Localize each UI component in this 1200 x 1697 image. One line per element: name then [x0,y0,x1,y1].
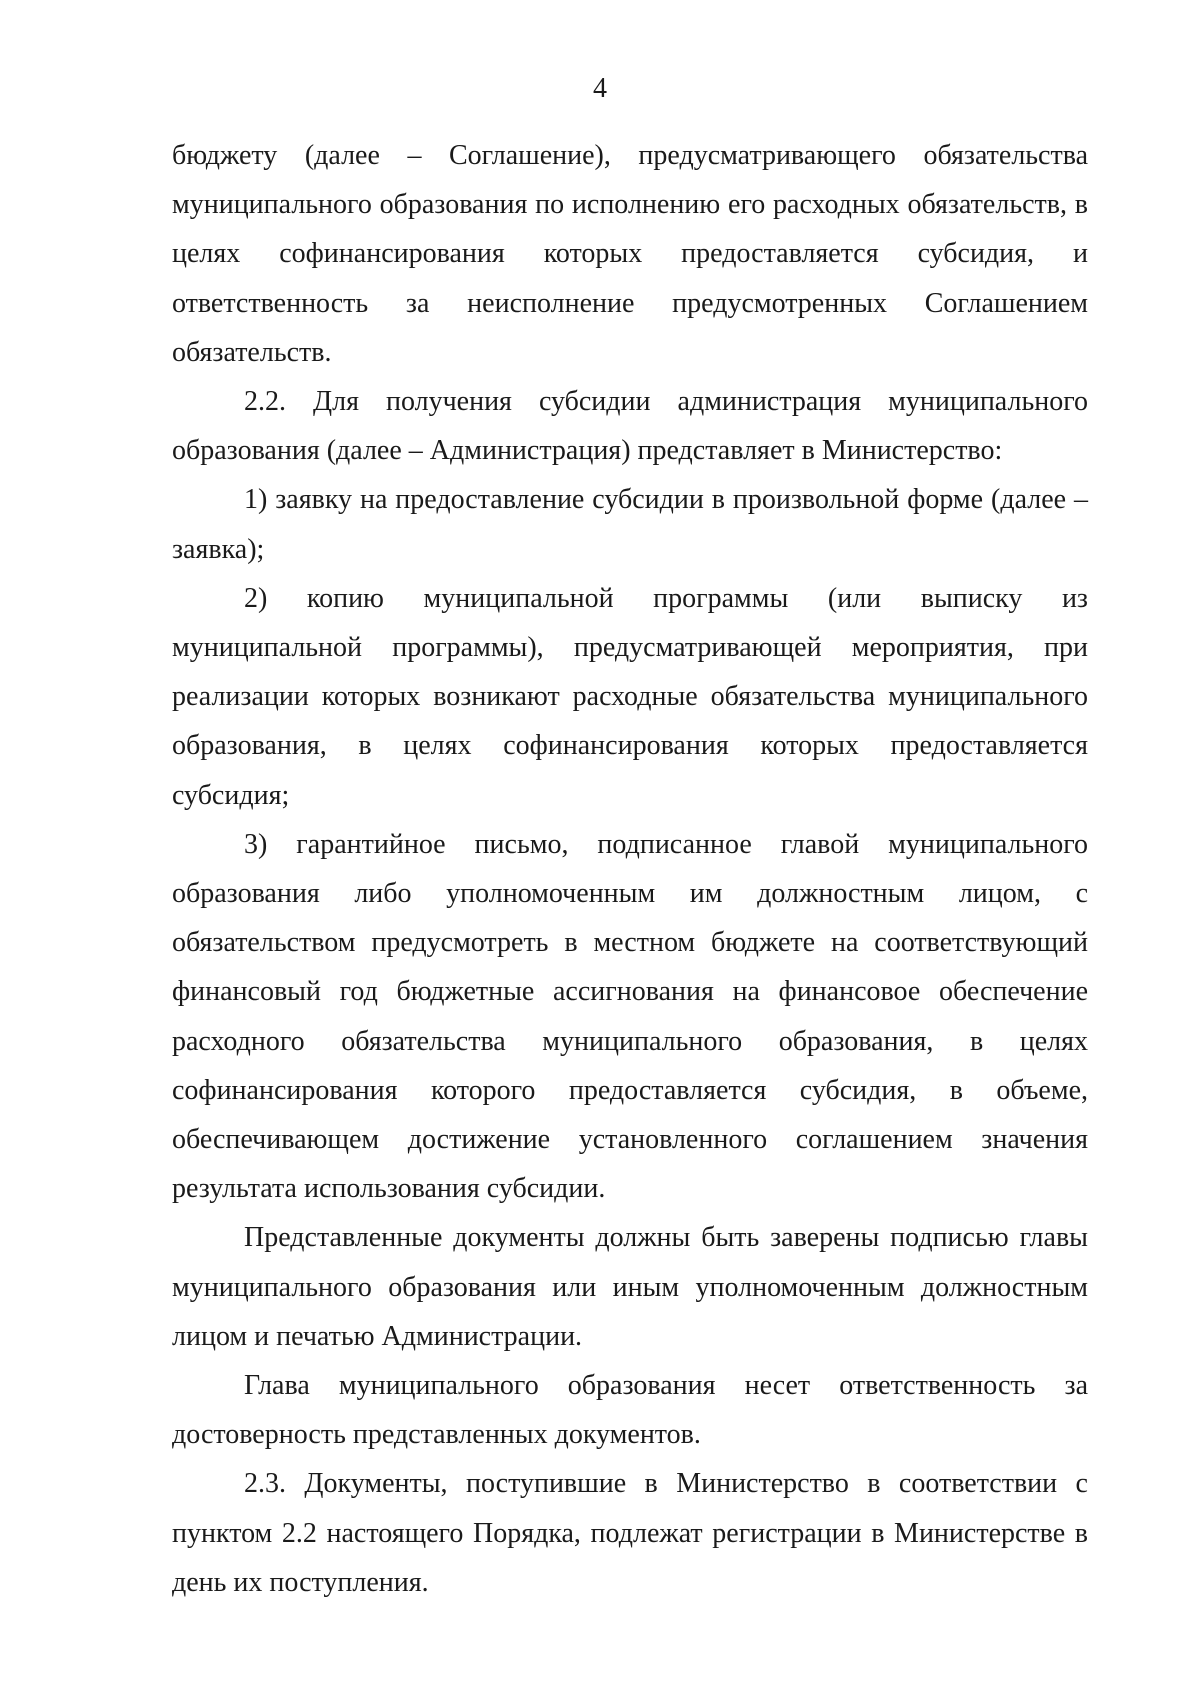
paragraph-2-2: 2.2. Для получения субсидии администрация муниципального образования (далее – Администрация) представляет в Министерство: [172,386,1088,467]
paragraph-certification: Представленные документы должны быть заверены подписью главы муниципального образования или иным уполномоченным должностным лицом и печатью Администрации. [172,1222,1088,1352]
paragraph-item-1: 1) заявку на предоставление субсидии в произвольной форме (далее – заявка); [172,484,1088,565]
paragraph-responsibility: Глава муниципального образования несет ответственность за достоверность представленных документов. [172,1370,1088,1451]
paragraph-item-2: 2) копию муниципальной программы (или выписку из муниципальной программы), предусматривающей мероприятия, при реализации которых возникают расходные обязательства муниципального образования, в целях софинансирования которых предоставляется субсидия; [172,582,1088,811]
paragraph-item-3: 3) гарантийное письмо, подписанное главой муниципального образования либо уполномоченным им должностным лицом, с обязательством предусмотреть в местном бюджете на соответствующий финансовый год бюджетные ассигнования на финансовое обеспечение расходного обязательства муниципального образования, в целях софинансирования которого предоставляется субсидия, в объеме, обеспечивающем достижение установленного соглашением значения результата использования субсидии. [172,828,1088,1205]
document-body [172,131,1088,1607]
paragraph-2-3: 2.3. Документы, поступившие в Министерство в соответствии с пунктом 2.2 настоящего Порядка, подлежат регистрации в Министерстве в день их поступления. [172,1468,1088,1598]
page-number: 4 [593,73,607,104]
paragraph-continuation: бюджету (далее – Соглашение), предусматривающего обязательства муниципального образования по исполнению его расходных обязательств, в целях софинансирования которых предоставляется субсидия, и ответственность за неисполнение предусмотренных Соглашением обязательств. [172,140,1088,368]
